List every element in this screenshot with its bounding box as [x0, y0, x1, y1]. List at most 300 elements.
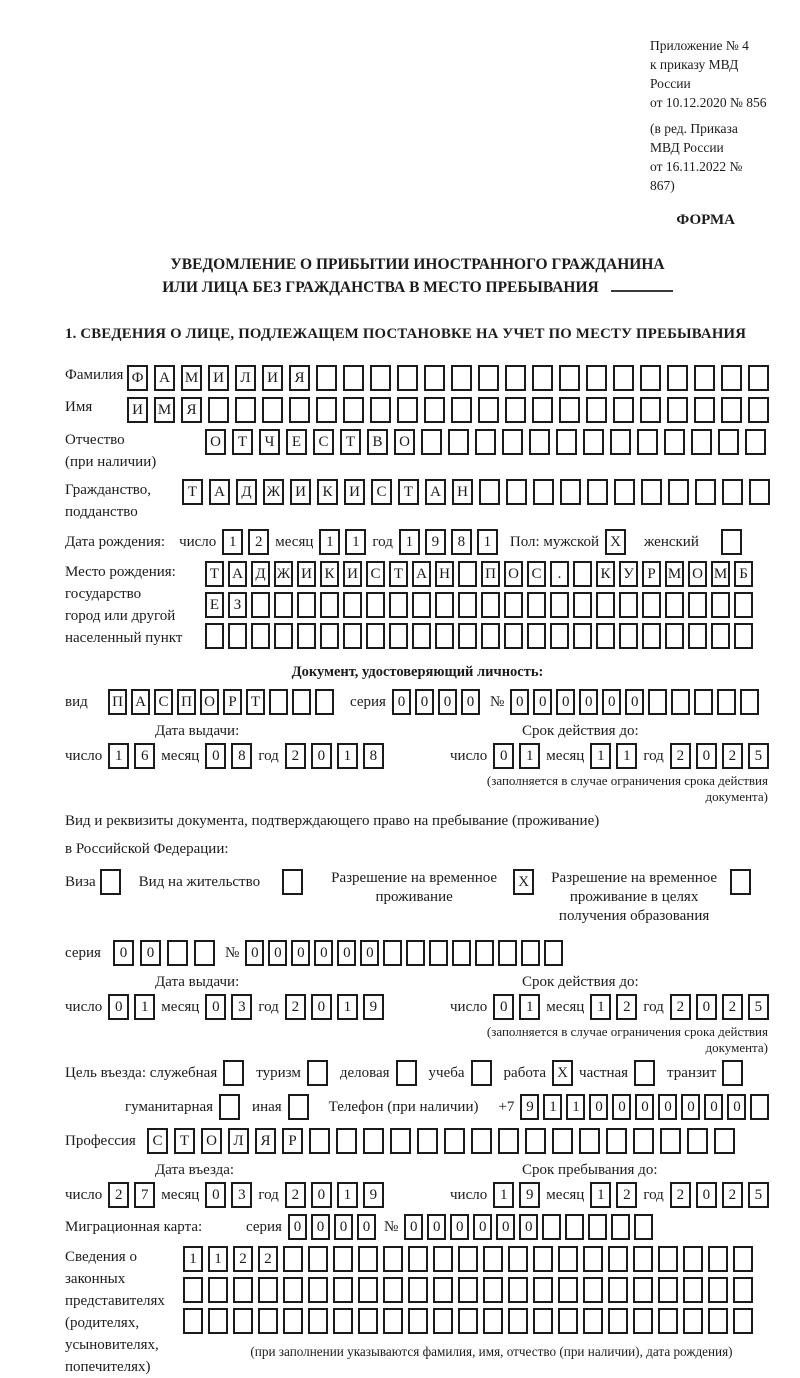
char-box[interactable]: 8 [363, 743, 384, 769]
char-box[interactable]: 0 [291, 940, 310, 966]
char-box[interactable]: 0 [704, 1094, 723, 1120]
char-box[interactable] [475, 940, 494, 966]
char-box[interactable] [370, 397, 391, 423]
char-box[interactable]: Р [223, 689, 242, 715]
char-box[interactable] [533, 479, 554, 505]
char-box[interactable]: 0 [268, 940, 287, 966]
char-box[interactable]: П [108, 689, 127, 715]
char-box[interactable] [308, 1277, 328, 1303]
char-box[interactable] [336, 1128, 357, 1154]
char-box[interactable] [208, 1277, 228, 1303]
char-box[interactable]: 2 [285, 994, 306, 1020]
char-box[interactable] [508, 1277, 528, 1303]
char-box[interactable]: И [344, 479, 365, 505]
char-box[interactable] [458, 623, 477, 649]
char-box[interactable]: 0 [427, 1214, 446, 1240]
char-box[interactable] [544, 940, 563, 966]
char-box[interactable]: С [366, 561, 385, 587]
char-box[interactable] [634, 1214, 653, 1240]
char-box[interactable] [194, 940, 215, 966]
char-box[interactable]: 0 [337, 940, 356, 966]
char-box[interactable] [583, 1277, 603, 1303]
char-box[interactable] [483, 1277, 503, 1303]
char-box[interactable]: Т [389, 561, 408, 587]
char-box[interactable]: 2 [258, 1246, 278, 1272]
char-box[interactable] [251, 592, 270, 618]
char-box[interactable] [333, 1308, 353, 1334]
char-box[interactable] [671, 689, 690, 715]
char-box[interactable] [269, 689, 288, 715]
char-box[interactable]: 0 [727, 1094, 746, 1120]
temp-residence-edu-checkbox[interactable] [730, 869, 751, 895]
char-box[interactable]: Н [452, 479, 473, 505]
purpose-humanitarian-checkbox[interactable] [219, 1094, 240, 1120]
char-box[interactable]: 2 [108, 1182, 129, 1208]
char-box[interactable]: 3 [231, 1182, 252, 1208]
char-box[interactable] [613, 397, 634, 423]
purpose-other-checkbox[interactable] [288, 1094, 309, 1120]
char-box[interactable]: Л [235, 365, 256, 391]
char-box[interactable] [533, 1308, 553, 1334]
char-box[interactable] [688, 623, 707, 649]
char-box[interactable]: Н [435, 561, 454, 587]
char-box[interactable]: 0 [392, 689, 411, 715]
char-box[interactable] [320, 623, 339, 649]
char-box[interactable]: Ф [127, 365, 148, 391]
char-box[interactable]: 2 [670, 1182, 691, 1208]
char-box[interactable] [641, 479, 662, 505]
purpose-work-checkbox[interactable]: X [552, 1060, 573, 1086]
char-box[interactable]: . [550, 561, 569, 587]
char-box[interactable] [505, 397, 526, 423]
char-box[interactable]: 0 [245, 940, 264, 966]
char-box[interactable]: 5 [748, 1182, 769, 1208]
char-box[interactable] [412, 623, 431, 649]
char-box[interactable] [750, 1094, 769, 1120]
char-box[interactable] [733, 1246, 753, 1272]
char-box[interactable]: А [154, 365, 175, 391]
char-box[interactable]: П [177, 689, 196, 715]
char-box[interactable] [383, 1277, 403, 1303]
char-box[interactable] [558, 1246, 578, 1272]
char-box[interactable] [483, 1246, 503, 1272]
char-box[interactable] [343, 623, 362, 649]
char-box[interactable]: 1 [519, 994, 540, 1020]
char-box[interactable]: С [371, 479, 392, 505]
char-box[interactable]: 9 [425, 529, 446, 555]
char-box[interactable] [532, 365, 553, 391]
char-box[interactable]: 1 [108, 743, 129, 769]
char-box[interactable]: 0 [415, 689, 434, 715]
char-box[interactable] [560, 479, 581, 505]
char-box[interactable] [559, 365, 580, 391]
char-box[interactable]: 0 [360, 940, 379, 966]
char-box[interactable] [458, 1308, 478, 1334]
char-box[interactable]: 0 [108, 994, 129, 1020]
char-box[interactable] [734, 623, 753, 649]
char-box[interactable] [556, 429, 577, 455]
char-box[interactable] [694, 689, 713, 715]
char-box[interactable] [694, 397, 715, 423]
char-box[interactable]: 0 [696, 1182, 717, 1208]
char-box[interactable]: 0 [625, 689, 644, 715]
char-box[interactable] [596, 592, 615, 618]
char-box[interactable] [433, 1308, 453, 1334]
char-box[interactable]: 2 [248, 529, 269, 555]
char-box[interactable]: М [711, 561, 730, 587]
char-box[interactable] [550, 592, 569, 618]
char-box[interactable]: Т [182, 479, 203, 505]
char-box[interactable]: 3 [231, 994, 252, 1020]
char-box[interactable]: А [228, 561, 247, 587]
char-box[interactable]: 2 [616, 1182, 637, 1208]
char-box[interactable] [320, 592, 339, 618]
char-box[interactable] [408, 1308, 428, 1334]
char-box[interactable] [687, 1128, 708, 1154]
char-box[interactable] [274, 592, 293, 618]
char-box[interactable]: С [147, 1128, 168, 1154]
purpose-transit-checkbox[interactable] [722, 1060, 743, 1086]
char-box[interactable]: О [688, 561, 707, 587]
char-box[interactable]: 0 [205, 743, 226, 769]
char-box[interactable] [583, 1246, 603, 1272]
char-box[interactable] [451, 397, 472, 423]
char-box[interactable] [586, 365, 607, 391]
char-box[interactable]: К [317, 479, 338, 505]
char-box[interactable] [412, 592, 431, 618]
char-box[interactable] [688, 592, 707, 618]
char-box[interactable]: 0 [311, 1214, 330, 1240]
char-box[interactable] [424, 397, 445, 423]
char-box[interactable] [233, 1277, 253, 1303]
char-box[interactable]: 1 [337, 994, 358, 1020]
char-box[interactable] [458, 1277, 478, 1303]
char-box[interactable] [606, 1128, 627, 1154]
char-box[interactable] [583, 429, 604, 455]
char-box[interactable] [309, 1128, 330, 1154]
char-box[interactable] [734, 592, 753, 618]
char-box[interactable]: 0 [579, 689, 598, 715]
char-box[interactable] [366, 623, 385, 649]
char-box[interactable] [683, 1308, 703, 1334]
char-box[interactable] [608, 1246, 628, 1272]
char-box[interactable]: А [209, 479, 230, 505]
char-box[interactable]: 1 [616, 743, 637, 769]
char-box[interactable] [408, 1277, 428, 1303]
char-box[interactable] [397, 365, 418, 391]
char-box[interactable] [558, 1277, 578, 1303]
char-box[interactable] [579, 1128, 600, 1154]
char-box[interactable]: 0 [589, 1094, 608, 1120]
char-box[interactable]: И [127, 397, 148, 423]
char-box[interactable]: 0 [113, 940, 134, 966]
char-box[interactable]: С [313, 429, 334, 455]
char-box[interactable]: 2 [670, 743, 691, 769]
char-box[interactable] [333, 1277, 353, 1303]
char-box[interactable] [458, 1246, 478, 1272]
purpose-official-checkbox[interactable] [223, 1060, 244, 1086]
char-box[interactable] [297, 592, 316, 618]
char-box[interactable] [740, 689, 759, 715]
char-box[interactable] [452, 940, 471, 966]
char-box[interactable]: 0 [519, 1214, 538, 1240]
char-box[interactable]: 0 [288, 1214, 307, 1240]
char-box[interactable]: 0 [314, 940, 333, 966]
char-box[interactable]: 2 [285, 1182, 306, 1208]
char-box[interactable]: 0 [334, 1214, 353, 1240]
char-box[interactable]: 0 [493, 743, 514, 769]
char-box[interactable]: 2 [616, 994, 637, 1020]
char-box[interactable] [343, 592, 362, 618]
char-box[interactable] [658, 1308, 678, 1334]
char-box[interactable] [648, 689, 667, 715]
char-box[interactable] [658, 1277, 678, 1303]
char-box[interactable] [251, 623, 270, 649]
char-box[interactable] [527, 623, 546, 649]
char-box[interactable]: В [367, 429, 388, 455]
char-box[interactable] [506, 479, 527, 505]
char-box[interactable]: Д [251, 561, 270, 587]
char-box[interactable] [718, 429, 739, 455]
char-box[interactable] [183, 1308, 203, 1334]
char-box[interactable]: 9 [363, 994, 384, 1020]
char-box[interactable] [358, 1308, 378, 1334]
char-box[interactable]: 0 [681, 1094, 700, 1120]
char-box[interactable]: 7 [134, 1182, 155, 1208]
char-box[interactable] [424, 365, 445, 391]
char-box[interactable] [389, 623, 408, 649]
char-box[interactable] [483, 1308, 503, 1334]
char-box[interactable] [433, 1246, 453, 1272]
char-box[interactable]: 1 [345, 529, 366, 555]
char-box[interactable] [573, 592, 592, 618]
char-box[interactable]: М [154, 397, 175, 423]
char-box[interactable] [283, 1277, 303, 1303]
char-box[interactable] [525, 1128, 546, 1154]
char-box[interactable] [665, 592, 684, 618]
char-box[interactable]: А [412, 561, 431, 587]
char-box[interactable] [444, 1128, 465, 1154]
male-checkbox[interactable]: X [605, 529, 626, 555]
char-box[interactable]: 0 [696, 994, 717, 1020]
char-box[interactable] [308, 1308, 328, 1334]
char-box[interactable]: И [208, 365, 229, 391]
char-box[interactable] [611, 1214, 630, 1240]
char-box[interactable]: 1 [590, 994, 611, 1020]
char-box[interactable]: 1 [319, 529, 340, 555]
char-box[interactable] [588, 1214, 607, 1240]
char-box[interactable] [633, 1128, 654, 1154]
char-box[interactable] [274, 623, 293, 649]
char-box[interactable] [613, 365, 634, 391]
char-box[interactable]: 0 [696, 743, 717, 769]
char-box[interactable] [596, 623, 615, 649]
char-box[interactable] [668, 479, 689, 505]
char-box[interactable] [640, 397, 661, 423]
char-box[interactable] [508, 1308, 528, 1334]
char-box[interactable] [695, 479, 716, 505]
purpose-business-checkbox[interactable] [396, 1060, 417, 1086]
char-box[interactable] [749, 479, 770, 505]
char-box[interactable] [498, 1128, 519, 1154]
char-box[interactable]: С [527, 561, 546, 587]
char-box[interactable]: И [343, 561, 362, 587]
char-box[interactable]: 0 [450, 1214, 469, 1240]
char-box[interactable] [235, 397, 256, 423]
char-box[interactable] [748, 365, 769, 391]
char-box[interactable]: 0 [404, 1214, 423, 1240]
char-box[interactable] [586, 397, 607, 423]
char-box[interactable]: 0 [493, 994, 514, 1020]
char-box[interactable] [733, 1277, 753, 1303]
char-box[interactable]: О [504, 561, 523, 587]
char-box[interactable] [664, 429, 685, 455]
char-box[interactable]: 0 [357, 1214, 376, 1240]
char-box[interactable] [289, 397, 310, 423]
char-box[interactable]: 0 [533, 689, 552, 715]
char-box[interactable] [717, 689, 736, 715]
char-box[interactable] [711, 623, 730, 649]
char-box[interactable] [714, 1128, 735, 1154]
char-box[interactable]: 1 [590, 743, 611, 769]
char-box[interactable]: 0 [205, 994, 226, 1020]
temp-residence-checkbox[interactable]: X [513, 869, 534, 895]
char-box[interactable]: 1 [543, 1094, 562, 1120]
char-box[interactable]: Т [205, 561, 224, 587]
char-box[interactable] [667, 397, 688, 423]
char-box[interactable] [721, 397, 742, 423]
char-box[interactable] [435, 592, 454, 618]
char-box[interactable] [292, 689, 311, 715]
char-box[interactable]: Т [398, 479, 419, 505]
char-box[interactable] [333, 1246, 353, 1272]
char-box[interactable] [363, 1128, 384, 1154]
char-box[interactable] [667, 365, 688, 391]
char-box[interactable] [614, 479, 635, 505]
char-box[interactable]: 1 [208, 1246, 228, 1272]
char-box[interactable] [433, 1277, 453, 1303]
visa-checkbox[interactable] [100, 869, 121, 895]
char-box[interactable] [208, 1308, 228, 1334]
char-box[interactable] [642, 592, 661, 618]
char-box[interactable] [429, 940, 448, 966]
char-box[interactable]: О [200, 689, 219, 715]
char-box[interactable] [721, 365, 742, 391]
char-box[interactable] [711, 592, 730, 618]
char-box[interactable] [389, 592, 408, 618]
char-box[interactable] [748, 397, 769, 423]
char-box[interactable]: 1 [493, 1182, 514, 1208]
char-box[interactable] [471, 1128, 492, 1154]
char-box[interactable]: Б [734, 561, 753, 587]
char-box[interactable]: Ч [259, 429, 280, 455]
char-box[interactable] [527, 592, 546, 618]
char-box[interactable]: 1 [566, 1094, 585, 1120]
char-box[interactable] [167, 940, 188, 966]
char-box[interactable]: К [320, 561, 339, 587]
char-box[interactable]: 2 [670, 994, 691, 1020]
char-box[interactable] [358, 1277, 378, 1303]
char-box[interactable] [505, 365, 526, 391]
char-box[interactable]: 1 [399, 529, 420, 555]
char-box[interactable] [390, 1128, 411, 1154]
char-box[interactable]: 1 [222, 529, 243, 555]
char-box[interactable] [421, 429, 442, 455]
char-box[interactable] [619, 623, 638, 649]
char-box[interactable]: Р [282, 1128, 303, 1154]
char-box[interactable] [558, 1308, 578, 1334]
char-box[interactable] [383, 1308, 403, 1334]
char-box[interactable]: Е [205, 592, 224, 618]
char-box[interactable] [451, 365, 472, 391]
purpose-study-checkbox[interactable] [471, 1060, 492, 1086]
char-box[interactable]: 2 [285, 743, 306, 769]
char-box[interactable]: Т [246, 689, 265, 715]
char-box[interactable]: А [131, 689, 150, 715]
char-box[interactable] [258, 1308, 278, 1334]
char-box[interactable] [406, 940, 425, 966]
char-box[interactable] [745, 429, 766, 455]
char-box[interactable] [228, 623, 247, 649]
char-box[interactable] [233, 1308, 253, 1334]
char-box[interactable]: 2 [233, 1246, 253, 1272]
char-box[interactable] [691, 429, 712, 455]
char-box[interactable] [694, 365, 715, 391]
char-box[interactable] [565, 1214, 584, 1240]
char-box[interactable]: 5 [748, 743, 769, 769]
char-box[interactable]: 0 [496, 1214, 515, 1240]
char-box[interactable] [343, 397, 364, 423]
char-box[interactable]: Т [174, 1128, 195, 1154]
char-box[interactable] [366, 592, 385, 618]
char-box[interactable] [297, 623, 316, 649]
char-box[interactable]: И [262, 365, 283, 391]
char-box[interactable] [683, 1246, 703, 1272]
char-box[interactable] [559, 397, 580, 423]
char-box[interactable]: 0 [658, 1094, 677, 1120]
char-box[interactable] [633, 1277, 653, 1303]
char-box[interactable]: И [290, 479, 311, 505]
char-box[interactable] [435, 623, 454, 649]
char-box[interactable]: 0 [461, 689, 480, 715]
char-box[interactable]: Я [255, 1128, 276, 1154]
char-box[interactable]: 1 [337, 743, 358, 769]
char-box[interactable] [619, 592, 638, 618]
char-box[interactable] [521, 940, 540, 966]
char-box[interactable]: 8 [451, 529, 472, 555]
char-box[interactable]: 0 [612, 1094, 631, 1120]
char-box[interactable] [637, 429, 658, 455]
char-box[interactable] [458, 592, 477, 618]
char-box[interactable] [183, 1277, 203, 1303]
char-box[interactable]: Е [286, 429, 307, 455]
char-box[interactable] [448, 429, 469, 455]
char-box[interactable]: 9 [520, 1094, 539, 1120]
char-box[interactable] [733, 1308, 753, 1334]
char-box[interactable]: 1 [134, 994, 155, 1020]
char-box[interactable] [205, 623, 224, 649]
female-checkbox[interactable] [721, 529, 742, 555]
char-box[interactable]: М [181, 365, 202, 391]
char-box[interactable]: 0 [140, 940, 161, 966]
char-box[interactable]: Я [181, 397, 202, 423]
char-box[interactable] [708, 1277, 728, 1303]
char-box[interactable]: М [665, 561, 684, 587]
char-box[interactable]: З [228, 592, 247, 618]
char-box[interactable] [640, 365, 661, 391]
char-box[interactable] [283, 1246, 303, 1272]
char-box[interactable] [610, 429, 631, 455]
